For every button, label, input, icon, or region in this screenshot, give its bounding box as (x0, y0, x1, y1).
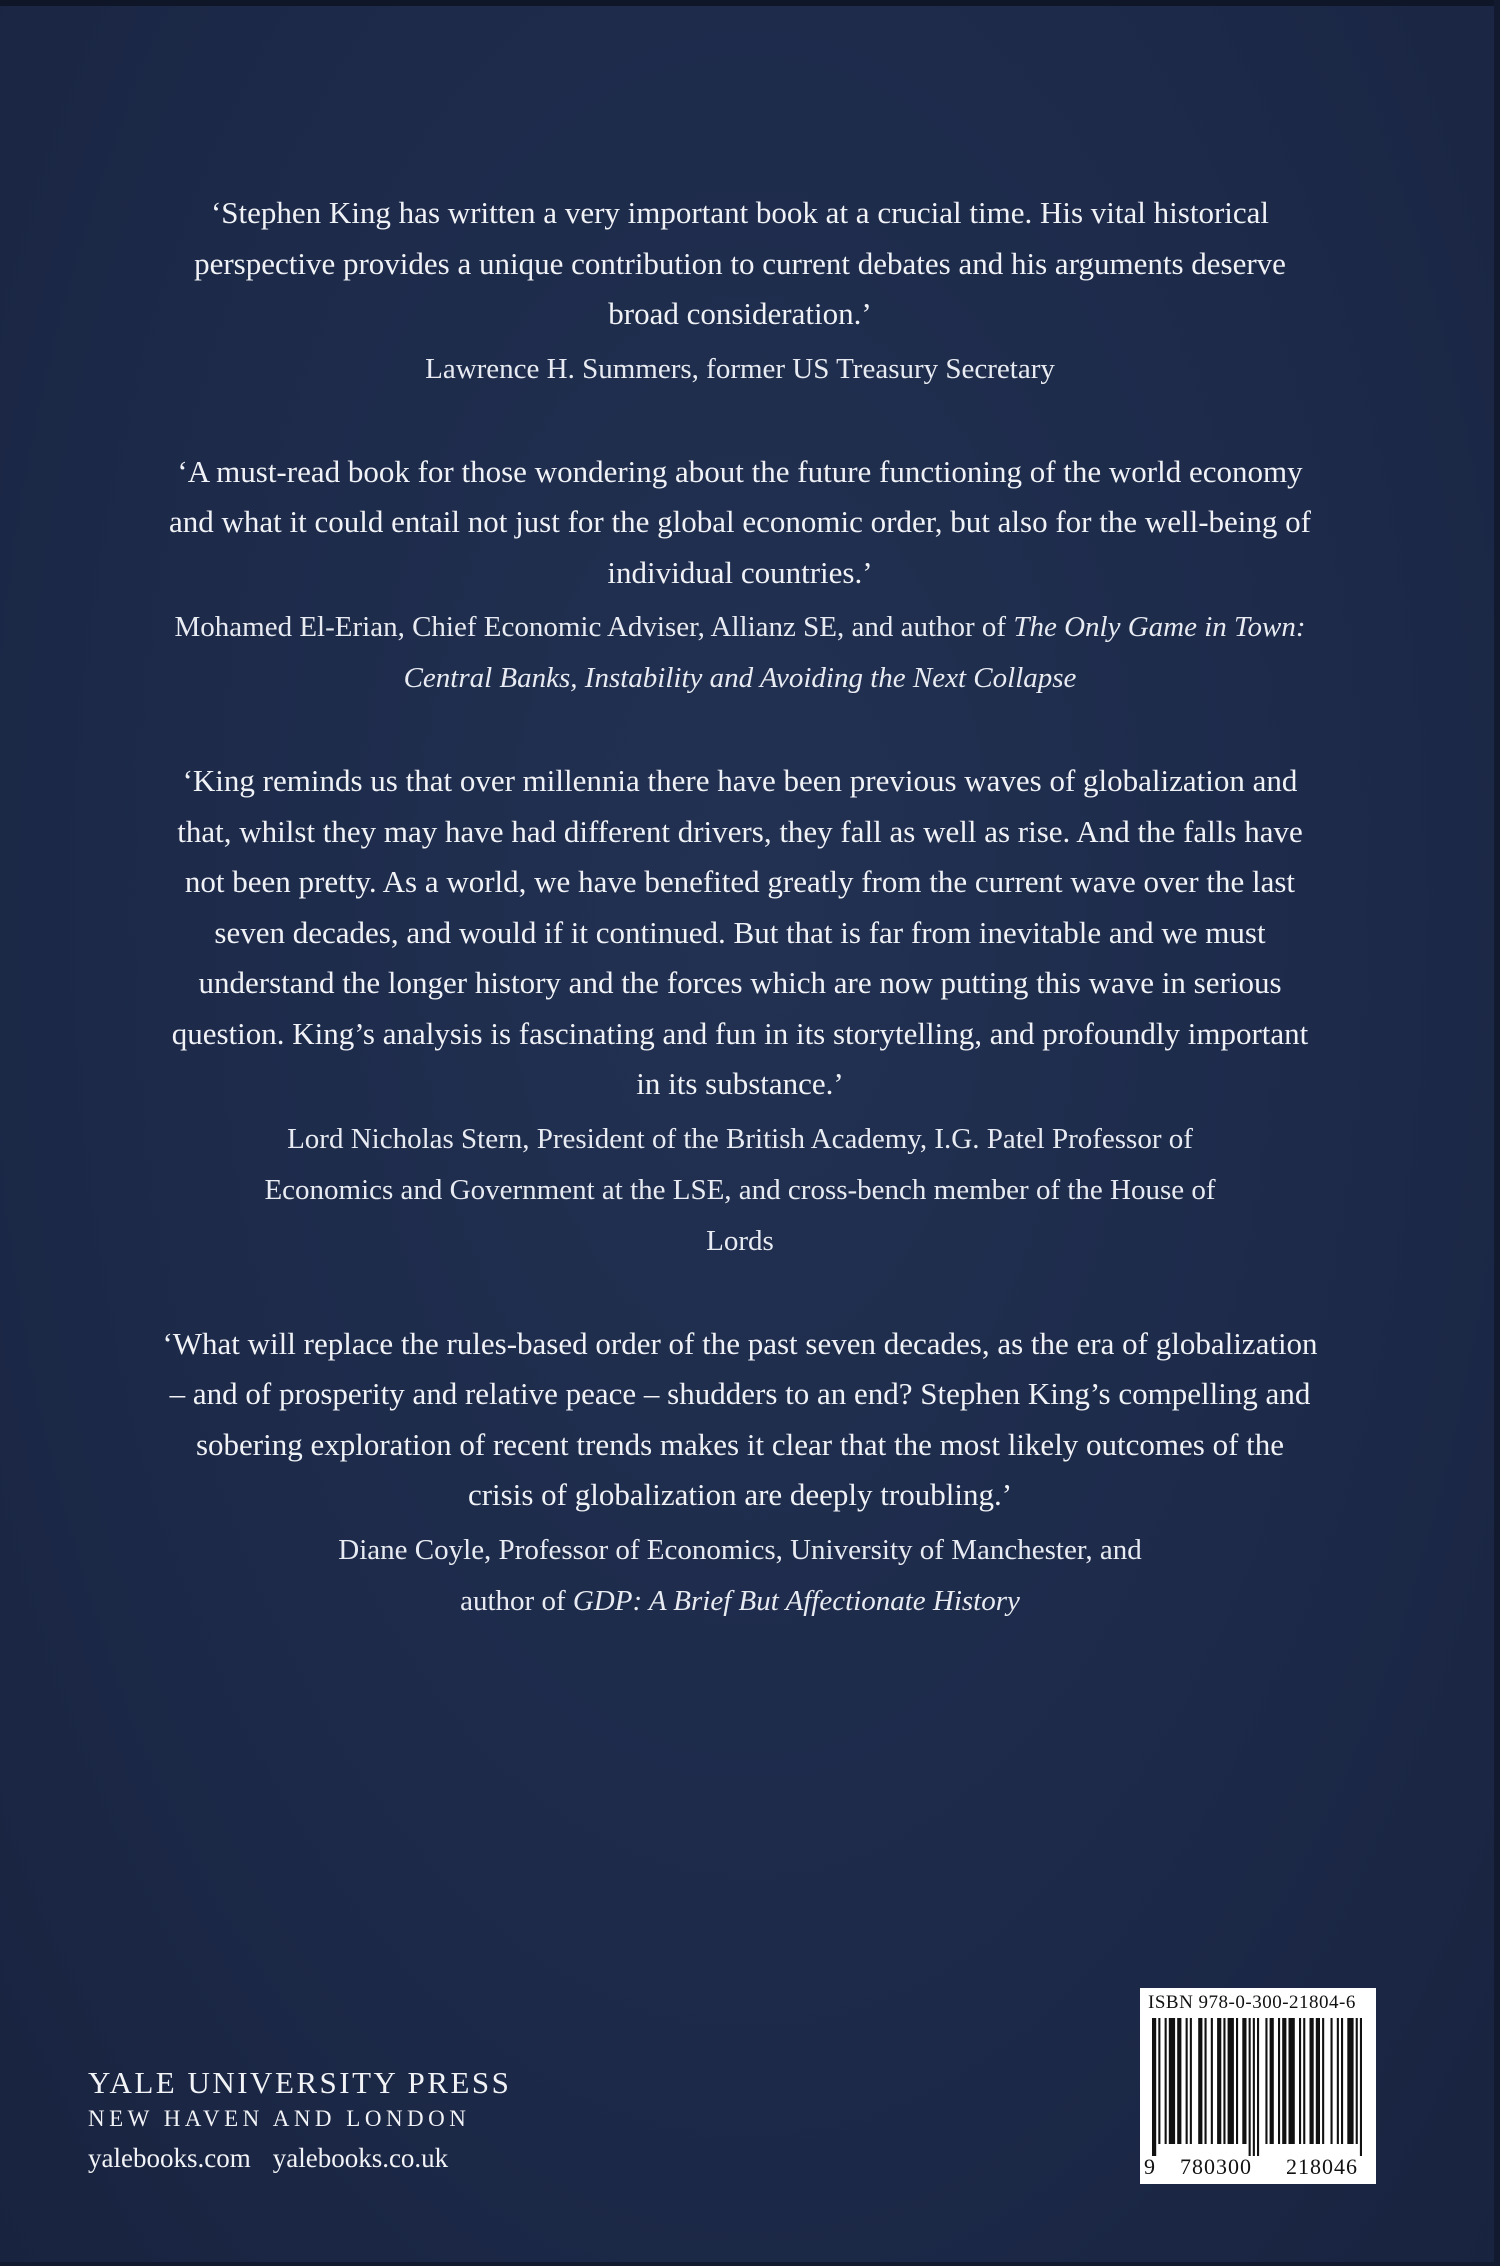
ean-right-digits: 218046 (1286, 2154, 1358, 2179)
endorsement-attribution (160, 1525, 1320, 1627)
barcode-bar (1205, 2018, 1207, 2144)
publisher-name: YALE UNIVERSITY PRESS (88, 2065, 512, 2100)
barcode-bar (1165, 2018, 1167, 2144)
barcode-bar (1356, 2018, 1358, 2144)
attribution-name: Lawrence H. Summers, former US Treasury Secretary (425, 352, 1055, 385)
barcode-bar (1228, 2018, 1234, 2144)
barcode-bar (1278, 2018, 1280, 2144)
isbn-barcode (1140, 1988, 1376, 2184)
barcode-bar (1316, 2018, 1320, 2144)
barcode-bar (1242, 2018, 1246, 2144)
barcode-bar (1177, 2018, 1181, 2144)
barcode-bar (1190, 2018, 1192, 2144)
website-us-link[interactable]: yalebooks.com (88, 2143, 251, 2173)
barcode-bar (1270, 2018, 1274, 2144)
barcode-bar (1347, 2018, 1353, 2144)
endorsement-quote: ‘A must-read book for those wondering about the future functioning of the world economy and what it could entail not just for the global economic order, but also for the well-being of individual countries.’ (168, 453, 1311, 590)
cover-right-edge (1494, 0, 1500, 2266)
attribution-name: Diane Coyle, Professor of Economics, University of Manchester, and author of (338, 1533, 1142, 1617)
barcode-bar (1341, 2018, 1343, 2144)
endorsement-stern (160, 756, 1320, 1267)
endorsement-coyle (160, 1319, 1320, 1627)
barcode-bar (1289, 2018, 1295, 2144)
barcode-bar (1265, 2018, 1267, 2144)
barcode-bar (1249, 2018, 1251, 2156)
isbn-label: ISBN 978-0-300-21804-6 (1148, 1992, 1356, 2013)
endorsement-quote: ‘Stephen King has written a very important book at a crucial time. His vital historical perspective provides a unique contribution to current debates and his arguments deserve broad consideration.’ (194, 195, 1286, 331)
barcode-bar (1217, 2018, 1221, 2144)
endorsement-summers (160, 188, 1320, 395)
barcode-bar (1186, 2018, 1188, 2144)
endorsement-attribution (160, 602, 1320, 704)
ean-digits (1144, 2154, 1372, 2180)
cover-bottom-edge (0, 2262, 1500, 2266)
website-uk-link[interactable]: yalebooks.co.uk (272, 2143, 449, 2173)
barcode-bar (1331, 2018, 1333, 2144)
ean-left-digits: 780300 (1180, 2154, 1252, 2179)
barcode-bar (1169, 2018, 1175, 2144)
barcode-bar (1303, 2018, 1305, 2144)
publisher-websites (88, 2139, 511, 2177)
endorsement-attribution (160, 344, 1320, 395)
barcode-bar (1152, 2018, 1156, 2156)
barcode-bar (1337, 2018, 1339, 2144)
attribution-name: Mohamed El-Erian, Chief Economic Adviser, Allianz SE, and author of (174, 611, 1014, 643)
endorsement-quote: ‘What will replace the rules-based order of the past seven decades, as the era of globalization – and of prosperity and relative peace – shudders to an end? Stephen King’s compelling and sobering exploration of recent trends makes it clear that the most likely outcomes of the crisis of globalization are deeply troubling.’ (162, 1325, 1318, 1512)
barcode-bar (1299, 2018, 1301, 2144)
publisher-place: NEW HAVEN AND LONDON (88, 2106, 471, 2131)
attribution-name: Lord Nicholas Stern, President of the British Academy, I.G. Patel Professor of Economics and Government at the LSE, and cross-bench member of the House of Lords (264, 1122, 1216, 1257)
barcode-bars (1148, 2018, 1368, 2156)
endorsement-el-erian (160, 447, 1320, 705)
cover-top-edge (0, 0, 1500, 6)
barcode-bar (1310, 2018, 1314, 2144)
barcode-bar (1223, 2018, 1225, 2144)
endorsements (160, 188, 1320, 1679)
barcode-bar (1198, 2018, 1202, 2144)
barcode-bar (1236, 2018, 1238, 2144)
barcode-bar (1257, 2018, 1259, 2156)
publisher-block (88, 2065, 511, 2177)
endorsement-attribution (160, 1114, 1320, 1267)
barcode-bar (1158, 2018, 1160, 2144)
ean-first-digit: 9 (1144, 2154, 1156, 2179)
attribution-book-title: GDP: A Brief But Affectionate History (572, 1584, 1020, 1617)
attribution-book-title: The Only Game in Town: Central Banks, Instability and Avoiding the Next Collapse (403, 611, 1306, 694)
barcode-bar (1282, 2018, 1286, 2144)
barcode-bar (1211, 2018, 1213, 2144)
barcode-bar (1360, 2018, 1362, 2156)
barcode-bar (1253, 2018, 1255, 2156)
barcode-bar (1322, 2018, 1324, 2144)
endorsement-quote: ‘King reminds us that over millennia there have been previous waves of globalization and that, whilst they may have had different drivers, they fall as well as rise. And the falls have not been pretty. As a world, we have benefited greatly from the current wave over the last seven decades, and would if it continued. But that is far from inevitable and we must understand the longer history and the forces which are now putting this wave in serious question. King’s analysis is fascinating and fun in its storytelling, and profoundly important in its substance.’ (171, 763, 1309, 1101)
